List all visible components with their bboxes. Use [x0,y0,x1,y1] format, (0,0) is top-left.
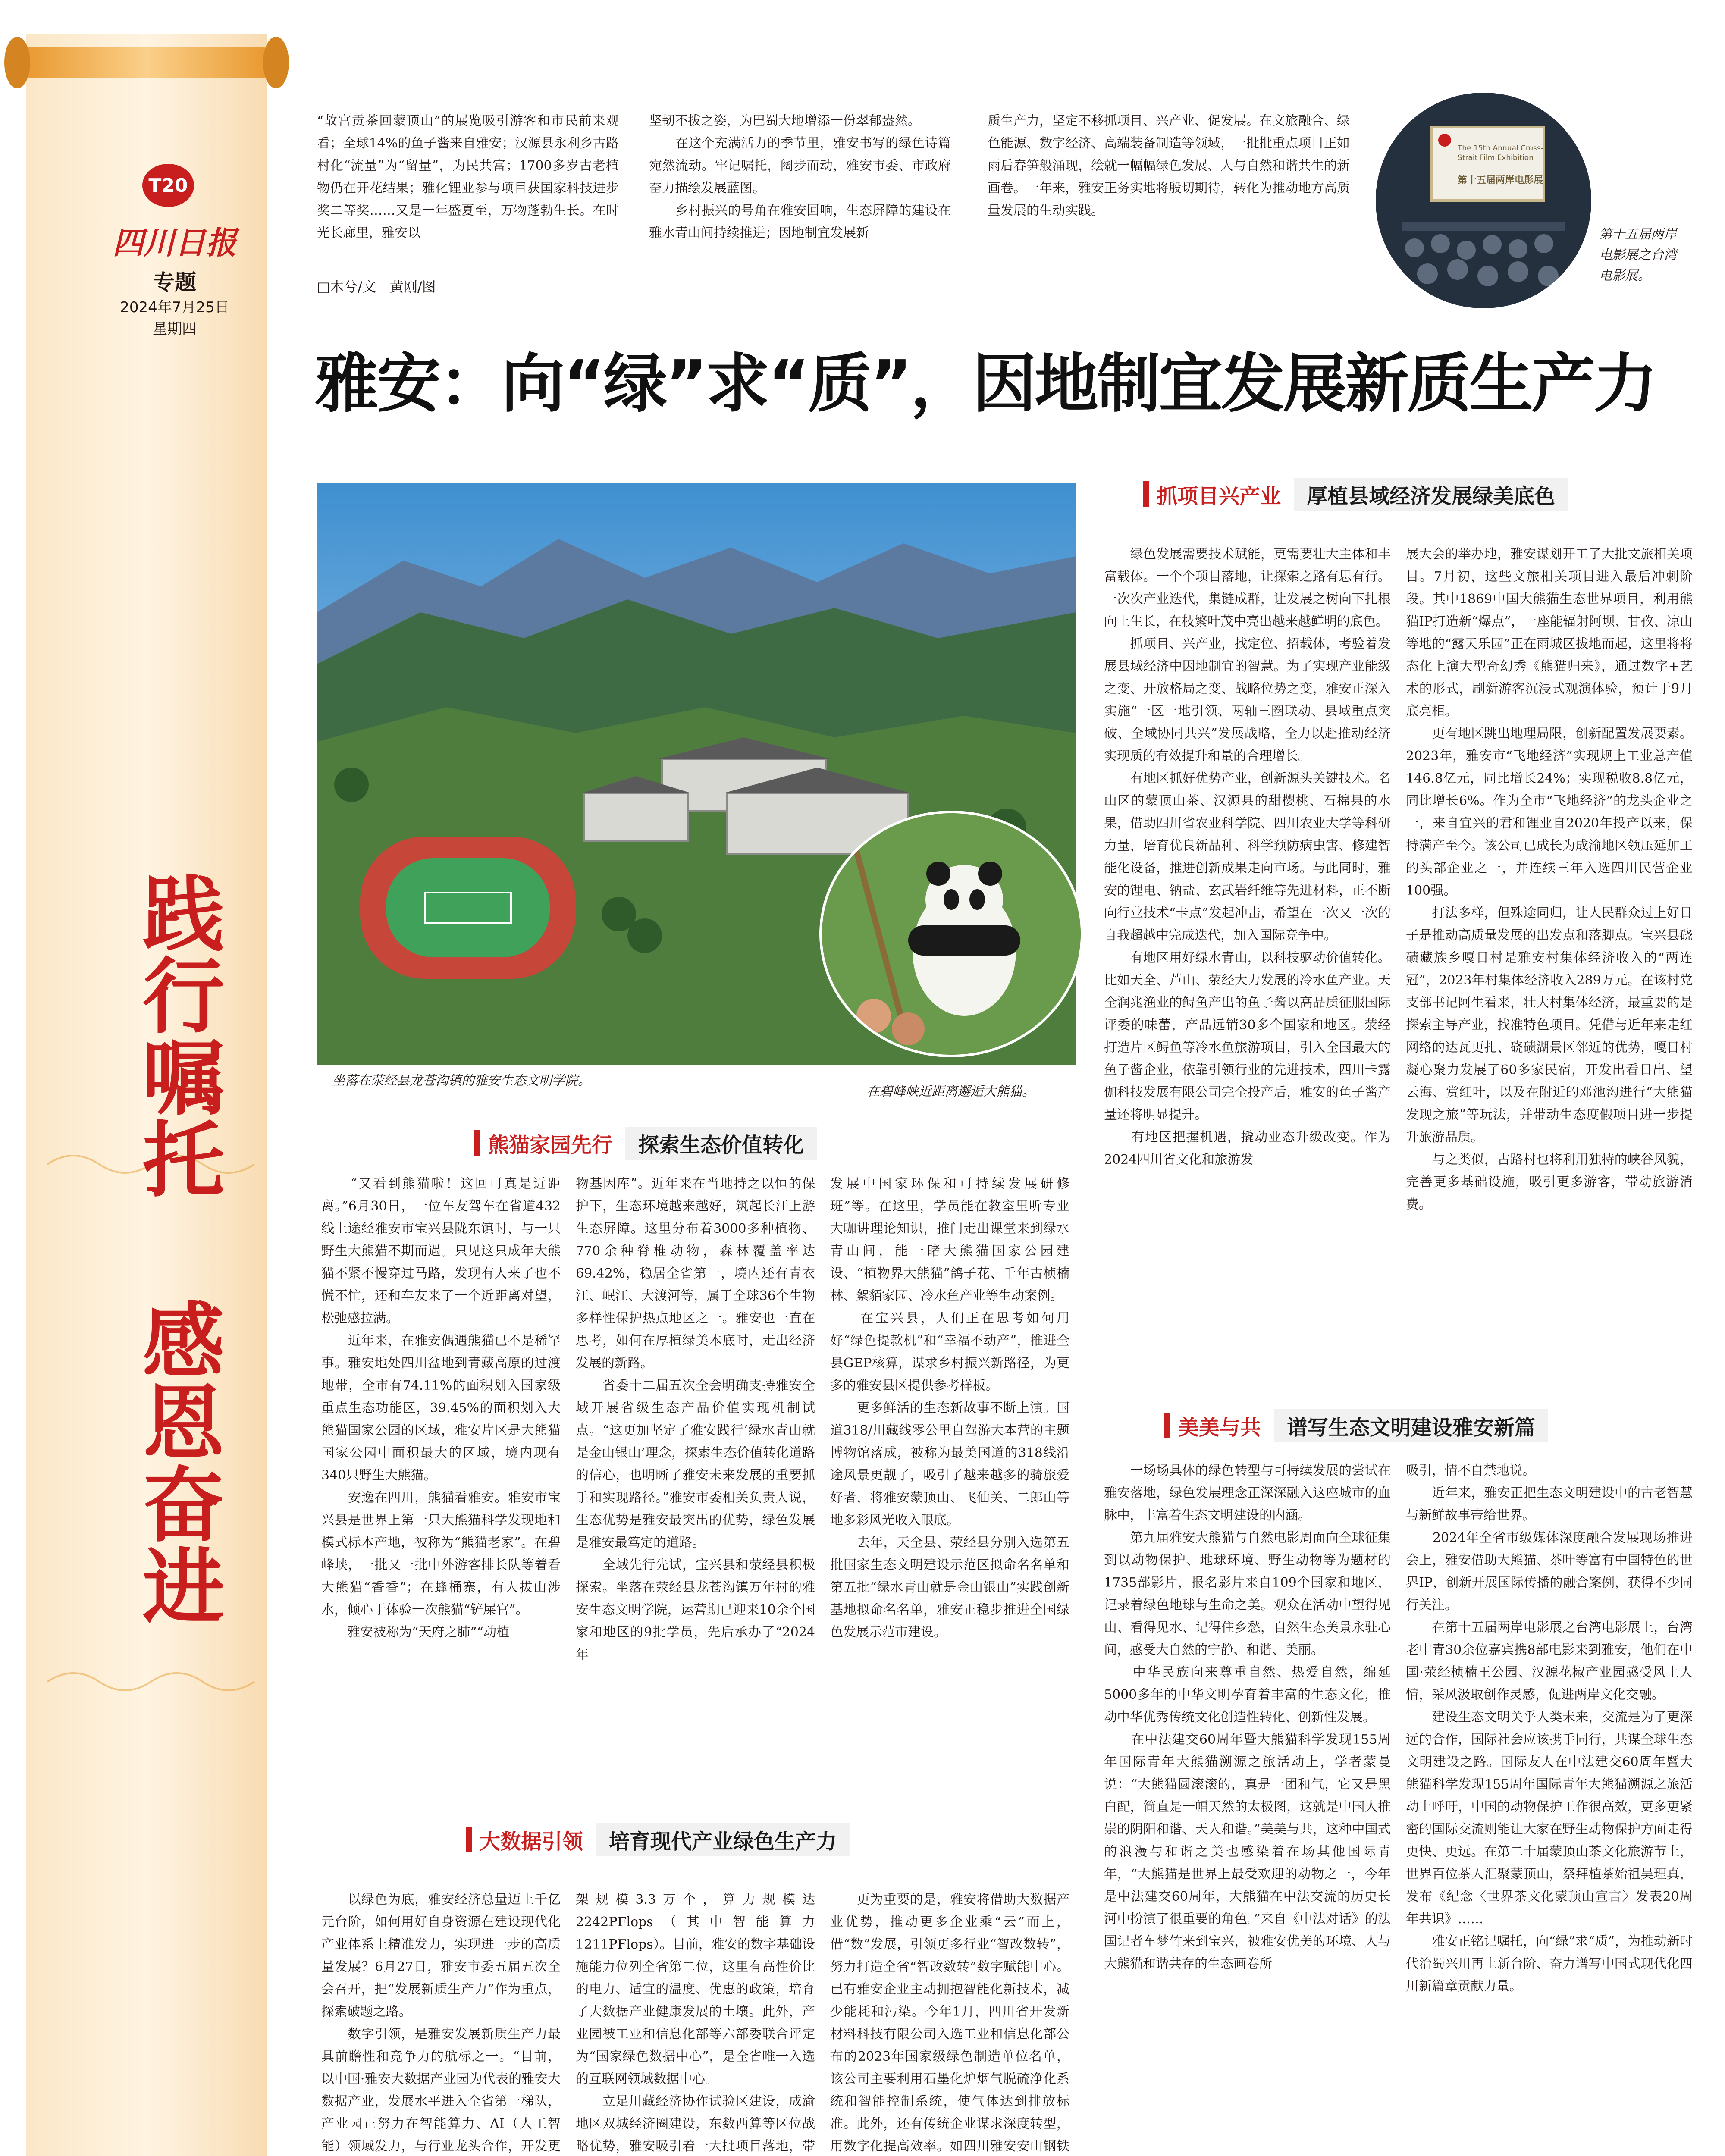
intro-column-3: 质生产力，坚定不移抓项目、兴产业、促发展。在文旅融合、绿色能源、数字经济、高端装备制造等领域，一批批重点项目正如雨后春笋般涌现，绘就一幅幅绿色发展、人与自然和谐共生的新画卷。一年来，雅安正务实地将殷切期待，转化为推动地方高质量发展的生动实践。 [988,113,1350,218]
section-marker [466,1827,472,1852]
film-exhibition-caption: 第十五届两岸电影展之台湾电影展。 [1599,227,1677,283]
section-main-title: 大数据引领 [480,1829,583,1854]
section-main-title: 抓项目兴产业 [1157,484,1281,508]
headline: 雅安：向“绿”求“质”，因地制宜发展新质生产力 [315,347,1656,421]
harmony-text-col-2: 吸引，情不自禁地说。 近年来，雅安正把生态文明建设中的古老智慧与新鲜故事带给世界。 2024年全省市级媒体深度融合发展现场推进会上，雅安借助大熊猫、茶叶等富有中国特色的世界IP，创新开展国际传播的融合案例，获得不少同行关注。 在第十五届两岸电影展之台湾电影展上，台湾老中青30余位嘉宾携8部电影来到雅安，他们在中国·荥经桢楠王公园、汉源花椒产业园感受风土人情，采风汲取创作灵感，促进两岸文化交融。 建设生态文明关乎人类未来，交流是为了更深远的合作，国际社会应该携手同行，共谋全球生态文明建设之路。国际友人在中法建交60周年暨大熊猫科学发现155周年国际青年大熊猫溯源之旅活动上呼吁，中国的动物保护工作很高效，更多更紧密的国际交流则能让大家在野生动物保护方面走得更快、更远。在第二十届蒙顶山茶文化旅游节上，世界百位茶人汇聚蒙顶山，祭拜植茶始祖吴理真，发布《纪念〈世界茶文化蒙顶山宣言〉发表20周年共识》…… 雅安正铭记嘱托，向“绿”求“质”，为推动新时代治蜀兴川再上新台阶、奋力谱写中国式现代化四川新篇章贡献力量。 [1406,1463,1693,1994]
section-title-bigdata [466,1824,983,1855]
issue-weekday: 星期四 [153,320,197,338]
section-marker [1164,1413,1170,1438]
intro-column-1: “故宫贡茶回蒙顶山”的展览吸引游客和市民前来观看；全球14%的鱼子酱来自雅安；汉源县永利乡古路村化“流量”为“留量”，为民共富；1700多岁古老植物仍在开花结果；雅化锂业参与项目获国家科技进步奖二等奖……又是一年盛夏至，万物蓬勃生长。在时光长廊里，雅安以 [317,113,619,241]
eco-college-caption: 坐落在荥经县龙苍沟镇的雅安生态文明学院。 [332,1073,591,1088]
bigdata-text-col-2: 架规模3.3万个，算力规模达2242PFlops（其中智能算力1211PFlops）。目前，雅安的数字基础设施能力位列全省第二位，这里有高性价比的电力、适宜的温度、优惠的政策，培育了大数据产业健康发展的土壤。此外，产业园被工业和信息化部等六部委联合评定为“国家绿色数据中心”，是全省唯一入选的互联网领域数据中心。 立足川藏经济协作试验区建设，成渝地区双城经济圈建设，东数西算等区位战略优势，雅安吸引着一大批项目落地，带 [576,1892,815,2154]
section-sub-title: 培育现代产业绿色生产力 [596,1823,850,1856]
section-sub-title: 探索生态价值转化 [625,1127,817,1160]
section-main-title: 熊猫家园先行 [488,1133,613,1157]
section-marker [1143,481,1149,507]
section-title-projects [1143,479,1703,510]
page-number: T20 [148,174,188,197]
projects-text-col-2: 展大会的举办地，雅安谋划开工了大批文旅相关项目。7月初，这些文旅相关项目进入最后冲刺阶段。其中1869中国大熊猫生态世界项目，利用熊猫IP打造新“爆点”，一座能辐射阿坝、甘孜、凉山等地的“露天乐园”正在雨城区拔地而起，这里将将态化上演大型奇幻秀《熊猫归来》，通过数字+艺术的形式，刷新游客沉浸式观演体验，预计于9月底亮相。 更有地区跳出地理局限，创新配置发展要素。2023年，雅安市“飞地经济”实现规上工业总产值146.8亿元，同比增长24%；实现税收8.8亿元，同比增长6%。作为全市“飞地经济”的龙头企业之一，来自宜兴的君和锂业自2020年投产以来，保持满产至今。该公司已成长为成渝地区领压延加工的头部企业之一，并连续三年入选四川民营企业100强。 打法多样，但殊途同归，让人民群众过上好日子是推动高质量发展的出发点和落脚点。宝兴县硗碛藏族乡嘎日村是雅安村集体经济收入的“两连冠”，2023年村集体经济收入289万元。在该村党支部书记阿生看来，壮大村集体经济，最重要的是探索主导产业，找准特色项目。凭借与近年来走红网络的达瓦更扎、硗碛湖景区邻近的优势，嘎日村凝心聚力发展了60多家民宿，开发出看日出、望云海、赏红叶，以及在附近的邓池沟进行“大熊猫发现之旅”等玩法，并带动生态度假项目进一步提升旅游品质。 与之类似，古路村也将利用独特的峡谷风貌，完善更多基础设施，吸引更多游客，带动旅游消费。 [1406,547,1693,1212]
paper-logo: 四川日报 [112,224,237,261]
section-main-title: 美美与共 [1178,1415,1261,1440]
screen-title-cn: 第十五届两岸电影展 [1458,175,1543,186]
section-title-panda [474,1128,949,1159]
slogan-line-1: 践行嘱托 [129,871,225,1199]
section-title-harmony [1164,1410,1703,1441]
section-sub-title: 谱写生态文明建设雅安新篇 [1274,1409,1548,1442]
page-number-badge [142,164,194,207]
section-marker [474,1130,480,1156]
panda-text-col-2: 物基因库”。近年来在当地持之以恒的保护下，生态环境越来越好，筑起长江上游生态屏障。这里分布着3000多种植物、770余种脊椎动物，森林覆盖率达69.42%，稳居全省第一，境内还有青衣江、岷江、大渡河等，属于全球36个生物多样性保护热点地区之一。雅安也一直在思考，如何在厚植绿美本底时，走出经济发展的新路。 省委十二届五次全会明确支持雅安全域开展省级生态产品价值实现机制试点。“这更加坚定了雅安践行‘绿水青山就是金山银山’理念，探索生态价值转化道路的信心，也明晰了雅安未来发展的重要抓手和实现路径。”雅安市委相关负责人说，生态优势是雅安最突出的优势，绿色发展是雅安最笃定的道路。 全域先行先试，宝兴县和荥经县积极探索。坐落在荥经县龙苍沟镇万年村的雅安生态文明学院，运营期已迎来10余个国家和地区的9批学员，先后承办了“2024年 [576,1176,815,1662]
screen-title-en: The 15th Annual Cross-Strait Film Exhibition [1458,144,1543,162]
panda-caption: 在碧峰峡近距离邂逅大熊猫。 [867,1084,1035,1099]
decorative-scroll [0,0,302,2156]
byline: □木兮/文 黄刚/图 [317,279,436,295]
bigdata-text-col-1: 以绿色为底，雅安经济总量迈上千亿元台阶，如何用好自身资源在建设现代化产业体系上精准发力，实现进一步的高质量发展？6月27日，雅安市委五届五次全会召开，把“发展新质生产力”作为重点，探索破题之路。 数字引领，是雅安发展新质生产力最具前瞻性和竞争力的航标之一。“目前，以中国·雅安大数据产业园为代表的雅安大数据产业，发展水平进入全省第一梯队，产业园正努力在智能算力、AI（人工智能）领域发力，与行业龙头合作，开发更 [321,1892,561,2154]
projects-text-col-1: 绿色发展需要技术赋能，更需要壮大主体和丰富载体。一个个项目落地，让探索之路有思有行。一次次产业迭代，集链成群，让发展之树向下扎根向上生长，在枝繁叶茂中亮出越来越鲜明的底色。 抓项目、兴产业，找定位、招载体，考验着发展县域经济中因地制宜的智慧。为了实现产业能级之变、开放格局之变、战略位势之变，雅安正深入实施“一区一地引领、两轴三圈联动、县域重点突破、全域协同共兴”发展战略，全力以赴推动经济实现质的有效提升和量的合理增长。 有地区抓好优势产业，创新源头关键技术。名山区的蒙顶山茶、汉源县的甜樱桃、石棉县的水果，借助四川省农业科学院、四川农业大学等科研力量，培育优良新品种、科学预防病虫害、修建智能化设备，推进创新成果走向市场。与此同时，雅安的锂电、钠盐、玄武岩纤维等先进材料，正不断向行业技术“卡点”发起冲击，希望在一次又一次的自我超越中完成迭代，加入国际竞争中。 有地区用好绿水青山，以科技驱动价值转化。比如天全、芦山、荥经大力发展的冷水鱼产业。天全润兆渔业的鲟鱼产出的鱼子酱以高品质征服国际评委的味蕾，产品远销30多个国家和地区。荥经打造片区鲟鱼等冷水鱼旅游项目，引入全国最大的鱼子酱企业，依靠引领行业的先进技术，四川卡露伽科技发展有限公司完全投产后，雅安的鱼子酱产量还将明显提升。 有地区把握机遇，撬动业态升级改变。作为2024四川省文化和旅游发 [1104,547,1391,1167]
film-exhibition-photo [1376,93,1591,308]
harmony-text-col-1: 一场场具体的绿色转型与可持续发展的尝试在雅安落地，绿色发展理念正深深融入这座城市的血脉中，丰富着生态文明建设的内涵。 第九届雅安大熊猫与自然电影周面向全球征集到以动物保护、地球环境、野生动物等为题材的1735部影片，报名影片来自109个国家和地区，记录着绿色地球与生命之美。观众在活动中望得见山、看得见水、记得住乡愁，自然生态美景永驻心间，感受大自然的宁静、和谐、美丽。 中华民族向来尊重自然、热爱自然，绵延5000多年的中华文明孕育着丰富的生态文化，推动中华优秀传统文化创造性转化、创新性发展。 在中法建交60周年暨大熊猫科学发现155周年国际青年大熊猫溯源之旅活动上，学者蒙曼说：“大熊猫圆滚滚的，真是一团和气，它又是黑白配，简直是一幅天然的太极图，这就是中国人推崇的阴阳和谐、天人和谐。”美美与共，这种中国式的浪漫与和谐之美也感染着在场其他国际青年，“大熊猫是世界上最受欢迎的动物之一，今年是中法建交60周年，大熊猫在中法交流的历史长河中扮演了很重要的角色。”来自《中法对话》的法国记者车梦竹来到宝兴，被雅安优美的环境、人与大熊猫和谐共存的生态画卷所 [1104,1463,1391,1971]
panda-text-col-3: 发展中国家环保和可持续发展研修班”等。在这里，学员能在教室里听专业大咖讲理论知识，推门走出课堂来到绿水青山间，能一睹大熊猫国家公园建设、“植物界大熊猫”鸽子花、千年古桢楠林、絮貊家园、冷水鱼产业等生动案例。 在宝兴县，人们正在思考如何用好“绿色提款机”和“幸福不动产”，推进全县GEP核算，谋求乡村振兴新路径，为更多的雅安县区提供参考样板。 更多鲜活的生态新故事不断上演。国道318/川藏线零公里自驾游大本营的主题博物馆落成，被称为最美国道的318线沿途风景更靓了，吸引了越来越多的骑旅爱好者，将雅安蒙顶山、飞仙关、二郎山等地多彩风光收入眼底。 去年，天全县、荥经县分别入选第五批国家生态文明建设示范区拟命名名单和第五批“绿水青山就是金山银山”实践创新基地拟命名名单，雅安正稳步推进全国绿色发展示范市建设。 [830,1176,1070,1640]
slogan-line-2: 感恩奋进 [129,1298,225,1626]
issue-date: 2024年7月25日 [120,299,229,316]
intro-column-2: 坚韧不拔之姿，为巴蜀大地增添一份翠郁盎然。 在这个充满活力的季节里，雅安书写的绿色诗篇宛然流动。牢记嘱托，阔步而动，雅安市委、市政府奋力描绘发展蓝图。 乡村振兴的号角在雅安回响，生态屏障的建设在雅水青山间持续推进；因地制宜发展新 [649,113,951,241]
bigdata-text-col-3: 更为重要的是，雅安将借助大数据产业优势，推动更多企业乘“云”而上，借“数”发展，引领更多行业“智改数转”，努力打造全省“智改数转”数字赋能中心。已有雅安企业主动拥抱智能化新技术，减少能耗和污染。今年1月，四川省开发新材料科技有限公司入选工业和信息化部公布的2023年国家级绿色制造单位名单，该公司主要利用石墨化炉烟气脱硫净化系统和智能控制系统，使气体达到排放标准。此外，还有传统企业谋求深度转型，用数字化提高效率。如四川雅安安山钢铁 [830,1892,1070,2154]
panda-text-col-1: “又看到熊猫啦！这回可真是近距离。”6月30日，一位车友驾车在省道432线上途经雅安市宝兴县陇东镇时，与一只野生大熊猫不期而遇。只见这只成年大熊猫不紧不慢穿过马路，发现有人来了也不慌不忙，还和车友来了一个近距离对望，松弛感拉满。 近年来，在雅安偶遇熊猫已不是稀罕事。雅安地处四川盆地到青藏高原的过渡地带，全市有74.11%的面积划入国家级重点生态功能区，39.45%的面积划入大熊猫国家公园的区域，雅安片区是大熊猫国家公园中面积最大的区域，境内现有340只野生大熊猫。 安逸在四川，熊猫看雅安。雅安市宝兴县是世界上第一只大熊猫科学发现地和模式标本产地，被称为“熊猫老家”。在碧峰峡，一批又一批中外游客排长队等着看大熊猫“香香”；在蜂桶寨，有人拔山涉水，倾心于体验一次熊猫“铲屎官”。 雅安被称为“天府之肺”“动植 [321,1176,561,1640]
panda-photo [819,811,1083,1057]
section-sub-title: 厚植县域经济发展绿美底色 [1294,478,1568,511]
column-name: 专题 [153,270,196,295]
